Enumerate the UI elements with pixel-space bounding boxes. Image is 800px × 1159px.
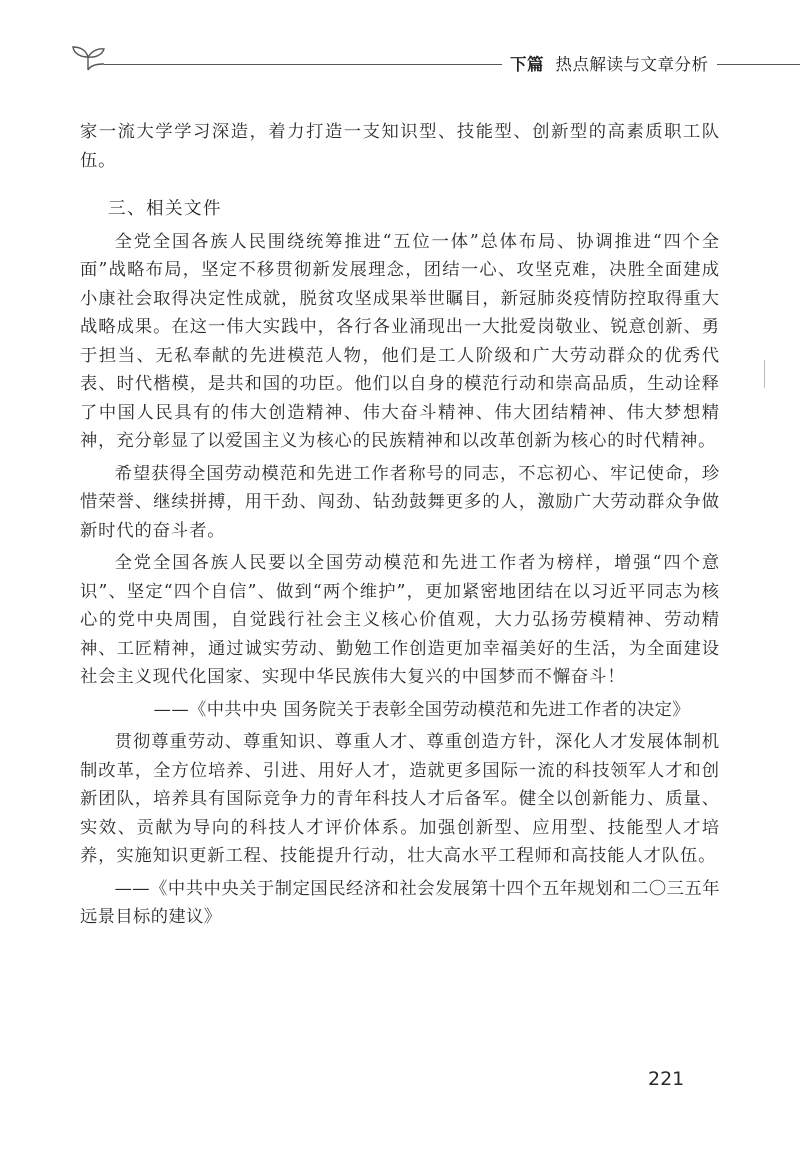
source-citation-1: ——《中共中央 国务院关于表彰全国劳动模范和先进工作者的决定》 — [153, 699, 690, 720]
margin-mark — [764, 360, 765, 388]
source-citation-2: ——《中共中央关于制定国民经济和社会发展第十四个五年规划和二〇三五年远景目标的建议》 — [80, 878, 720, 927]
continuation-paragraph: 家一流大学学习深造，着力打造一支知识型、技能型、创新型的高素质职工队伍。 — [80, 122, 720, 171]
header-section-label: 热点解读与文章分析 — [555, 55, 709, 74]
section-title: 三、相关文件 — [108, 199, 222, 219]
body-paragraph-2: 希望获得全国劳动模范和先进工作者称号的同志，不忘初心、牢记使命，珍惜荣誉、继续拼搏，用干劲、闯劲、钻劲鼓舞更多的人，激励广大劳动群众争做新时代的奋斗者。 — [80, 463, 720, 541]
page-body — [80, 118, 720, 932]
sprout-icon — [68, 40, 108, 80]
body-paragraph-3: 全党全国各族人民要以全国劳动模范和先进工作者为榜样，增强“四个意识”、坚定“四个自信”、做到“两个维护”，更加紧密地团结在以习近平同志为核心的党中央周围，自觉践行社会主义核心价值观，大力弘扬劳模精神、劳动精神、工匠精神，通过诚实劳动、勤勉工作创造更加幸福美好的生活，为全面建设社会主义现代化国家、实现中华民族伟大复兴的中国梦而不懈奋斗！ — [80, 553, 720, 687]
body-paragraph-1: 全党全国各族人民围绕统筹推进“五位一体”总体布局、协调推进“四个全面”战略布局，坚定不移贯彻新发展理念，团结一心、攻坚克难，决胜全面建成小康社会取得决定性成就，脱贫攻坚成果举世瞩目，新冠肺炎疫情防控取得重大战略成果。在这一伟大实践中，各行各业涌现出一大批爱岗敬业、锐意创新、勇于担当、无私奉献的先进模范人物，他们是工人阶级和广大劳动群众的优秀代表、时代楷模，是共和国的功臣。他们以自身的模范行动和崇高品质，生动诠释了中国人民具有的伟大创造精神、伟大奋斗精神、伟大团结精神、伟大梦想精神，充分彰显了以爱国主义为核心的民族精神和以改革创新为核心的时代精神。 — [80, 231, 720, 451]
header-title — [502, 51, 717, 75]
header-part-label: 下篇 — [510, 55, 544, 74]
page-number: 221 — [648, 1068, 685, 1090]
running-header — [0, 40, 800, 80]
body-paragraph-4: 贯彻尊重劳动、尊重知识、尊重人才、尊重创造方针，深化人才发展体制机制改革，全方位培养、引进、用好人才，造就更多国际一流的科技领军人才和创新团队，培养具有国际竞争力的青年科技人才后备军。健全以创新能力、质量、实效、贡献为导向的科技人才评价体系。加强创新型、应用型、技能型人才培养，实施知识更新工程、技能提升行动，壮大高水平工程师和高技能人才队伍。 — [80, 732, 720, 866]
